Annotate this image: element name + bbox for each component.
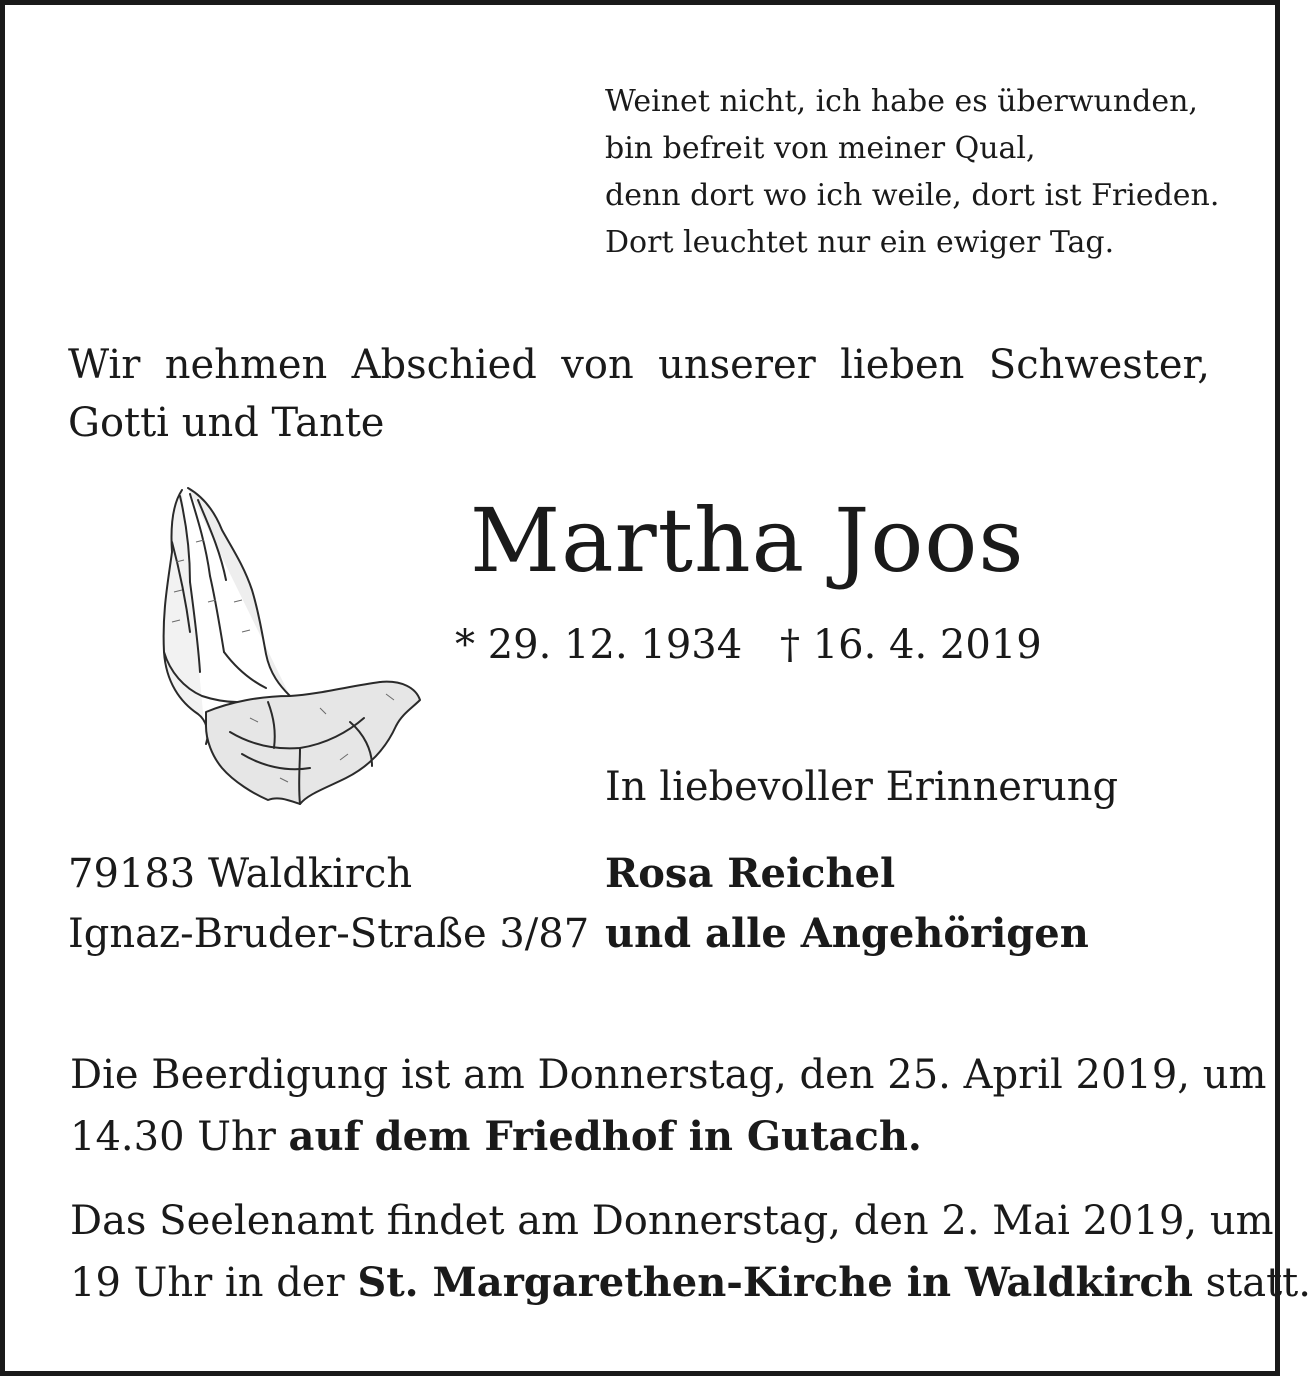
verse-line: denn dort wo ich weile, dort ist Frieden.: [605, 178, 1220, 213]
verse-line: bin befreit von meiner Qual,: [605, 131, 1036, 166]
praying-hands-icon: [150, 482, 430, 822]
requiem-mass-notice: [70, 1190, 1311, 1314]
mass-time: 19 Uhr in der: [70, 1260, 345, 1306]
memorial-verse: [605, 78, 1219, 266]
funeral-notice: [70, 1044, 1267, 1168]
mass-location: St. Margarethen-Kirche in Waldkirch: [357, 1259, 1193, 1306]
deceased-name: Martha Joos: [470, 489, 1025, 592]
memory-phrase: In liebevoller Erinnerung: [605, 764, 1119, 810]
verse-line: Dort leuchtet nur ein ewiger Tag.: [605, 225, 1115, 260]
funeral-line-1: Die Beerdigung ist am Donnerstag, den 25. April 2019, um: [70, 1052, 1267, 1098]
verse-line: Weinet nicht, ich habe es überwunden,: [605, 84, 1198, 119]
birth-date: * 29. 12. 1934: [455, 622, 743, 668]
mourner-family: und alle Angehörigen: [605, 910, 1089, 957]
death-date: † 16. 4. 2019: [780, 622, 1042, 668]
address-city: 79183 Waldkirch: [68, 851, 413, 897]
funeral-line-2: [70, 1106, 1212, 1168]
mourner-name: Rosa Reichel: [605, 850, 896, 897]
mass-ending: statt.: [1205, 1260, 1311, 1306]
funeral-location: auf dem Friedhof in Gutach.: [288, 1113, 922, 1160]
address-street: Ignaz-Bruder-Straße 3/87: [68, 911, 590, 957]
farewell-intro: Wir nehmen Abschied von unserer lieben Schwester, Gotti und Tante: [68, 342, 1210, 446]
address-block: [68, 844, 589, 964]
mass-line-2: [70, 1252, 1311, 1314]
funeral-time: 14.30 Uhr: [70, 1114, 276, 1160]
mourners-block: [605, 844, 1089, 964]
mass-line-1: Das Seelenamt findet am Donnerstag, den 2. Mai 2019, um: [70, 1198, 1274, 1244]
